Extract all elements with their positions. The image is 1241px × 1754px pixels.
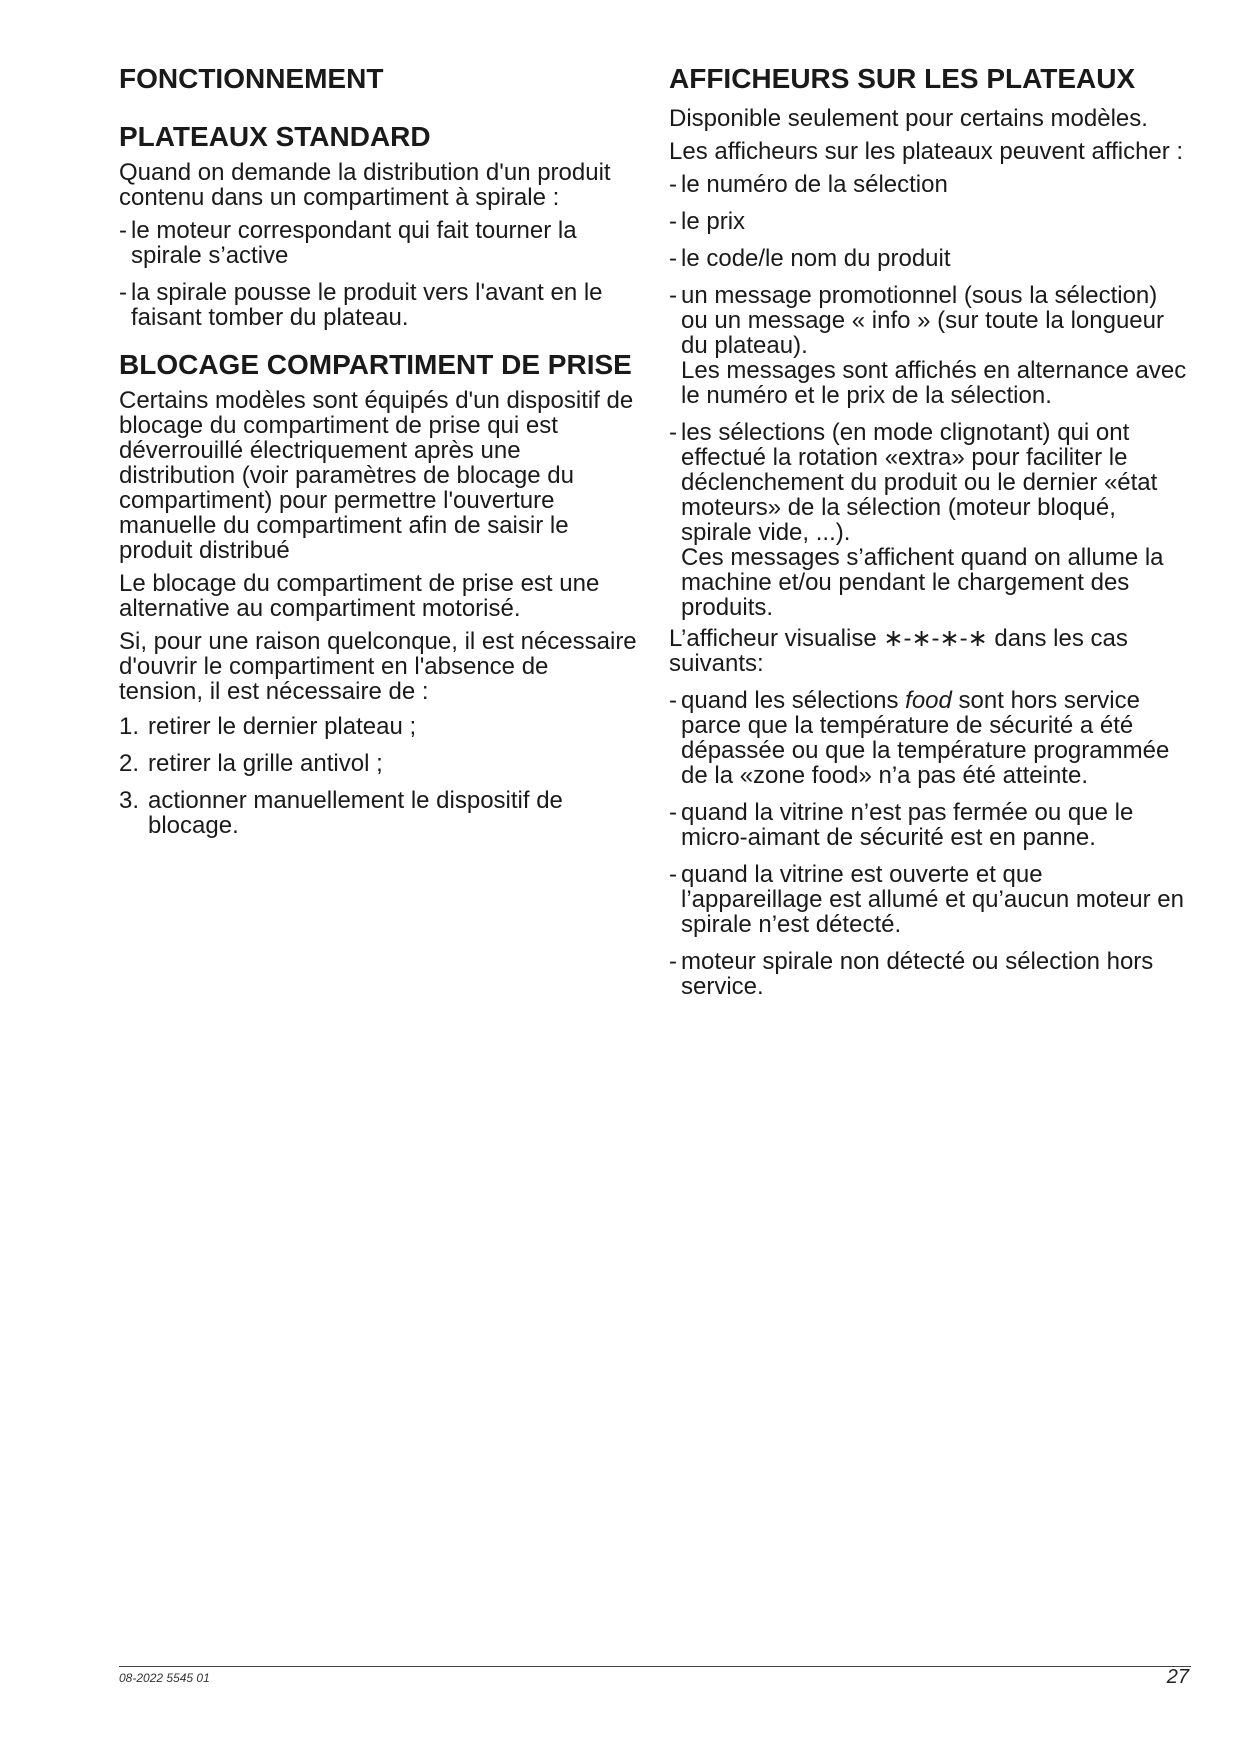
- promo-item-note: Les messages sont affichés en alternance avec le numéro et le prix de la sélection.: [681, 357, 1187, 409]
- left-column: [119, 63, 639, 850]
- case-food-after: sont hors service parce que la température de sécurité a été dépassée ou que la température programmée de la «zone food» n’a pas été atteinte.: [681, 687, 1170, 789]
- extra-item-note: Ces messages s’affichent quand on allume la machine et/ou pendant le chargement des produits.: [681, 544, 1164, 621]
- steps-list: [119, 714, 639, 838]
- step-item: [119, 751, 639, 776]
- step-number: 2.: [119, 750, 140, 777]
- blocage-paragraph-3: Si, pour une raison quelconque, il est nécessaire d'ouvrir le compartiment en l'absence de tension, il est nécessaire de :: [119, 628, 637, 705]
- page-number: 27: [1166, 1666, 1189, 1688]
- afficheurs-paragraph-1: Disponible seulement pour certains modèles.: [669, 105, 1148, 132]
- standard-list: [119, 218, 639, 330]
- heading-plateaux-standard: PLATEAUX STANDARD: [119, 121, 431, 152]
- section-heading-fonctionnement: FONCTIONNEMENT: [119, 63, 384, 94]
- extra-item-text: les sélections (en mode clignotant) qui ont effectué la rotation «extra» pour faciliter le déclenchement du produit ou le dernier «état moteurs» de la sélection (moteur bloqué, spirale vide, ...).: [681, 419, 1158, 546]
- list-item: - le prix: [669, 209, 1189, 234]
- step-number: 1.: [119, 713, 140, 740]
- list-item: [669, 688, 1189, 788]
- heading-blocage-compartiment: BLOCAGE COMPARTIMENT DE PRISE: [119, 349, 632, 380]
- blocage-paragraph-2: Le blocage du compartiment de prise est une alternative au compartiment motorisé.: [119, 570, 600, 622]
- step-item: [119, 714, 639, 739]
- list-item: - le code/le nom du produit: [669, 246, 1189, 271]
- cases-list: [669, 688, 1189, 999]
- list-item: - le moteur correspondant qui fait tourner la spirale s’active: [119, 218, 639, 268]
- heading-afficheurs: AFFICHEURS SUR LES PLATEAUX: [669, 63, 1136, 94]
- afficheurs-list: [669, 172, 1189, 620]
- step-text: retirer la grille antivol ;: [148, 750, 383, 777]
- list-item: - moteur spirale non détecté ou sélection hors service.: [669, 949, 1189, 999]
- promo-item-text: un message promotionnel (sous la sélection) ou un message « info » (sur toute la longueur du plateau).: [681, 282, 1164, 359]
- list-item: [669, 420, 1189, 620]
- footer-divider: [119, 1666, 1191, 1667]
- list-item: - quand la vitrine n’est pas fermée ou que le micro-aimant de sécurité est en panne.: [669, 800, 1189, 850]
- list-item: - le numéro de la sélection: [669, 172, 1189, 197]
- step-number: 3.: [119, 787, 140, 814]
- step-item: [119, 788, 639, 838]
- list-item: - quand la vitrine est ouverte et que l’appareillage est allumé et qu’aucun moteur en spirale n’est détecté.: [669, 862, 1189, 937]
- standard-intro: Quand on demande la distribution d'un produit contenu dans un compartiment à spirale :: [119, 159, 611, 211]
- visualise-paragraph: L’afficheur visualise ∗-∗-∗-∗ dans les cas suivants:: [669, 625, 1128, 677]
- footer-document-code: 08-2022 5545 01: [119, 1671, 210, 1685]
- step-text: actionner manuellement le dispositif de blocage.: [148, 787, 563, 839]
- list-item: [669, 283, 1189, 408]
- case-food-before: quand les sélections: [681, 687, 906, 714]
- list-item: - la spirale pousse le produit vers l'avant en le faisant tomber du plateau.: [119, 280, 639, 330]
- step-text: retirer le dernier plateau ;: [148, 713, 417, 740]
- case-food-emphasis: food: [905, 687, 952, 714]
- blocage-paragraph-1: Certains modèles sont équipés d'un dispositif de blocage du compartiment de prise qui est déverrouillé électriquement après une distribution (voir paramètres de blocage du compartiment) pour permettre l'ouverture manuelle du compartiment afin de saisir le produit distribué: [119, 387, 634, 564]
- right-column: [669, 63, 1189, 1011]
- afficheurs-paragraph-2: Les afficheurs sur les plateaux peuvent afficher :: [669, 138, 1184, 165]
